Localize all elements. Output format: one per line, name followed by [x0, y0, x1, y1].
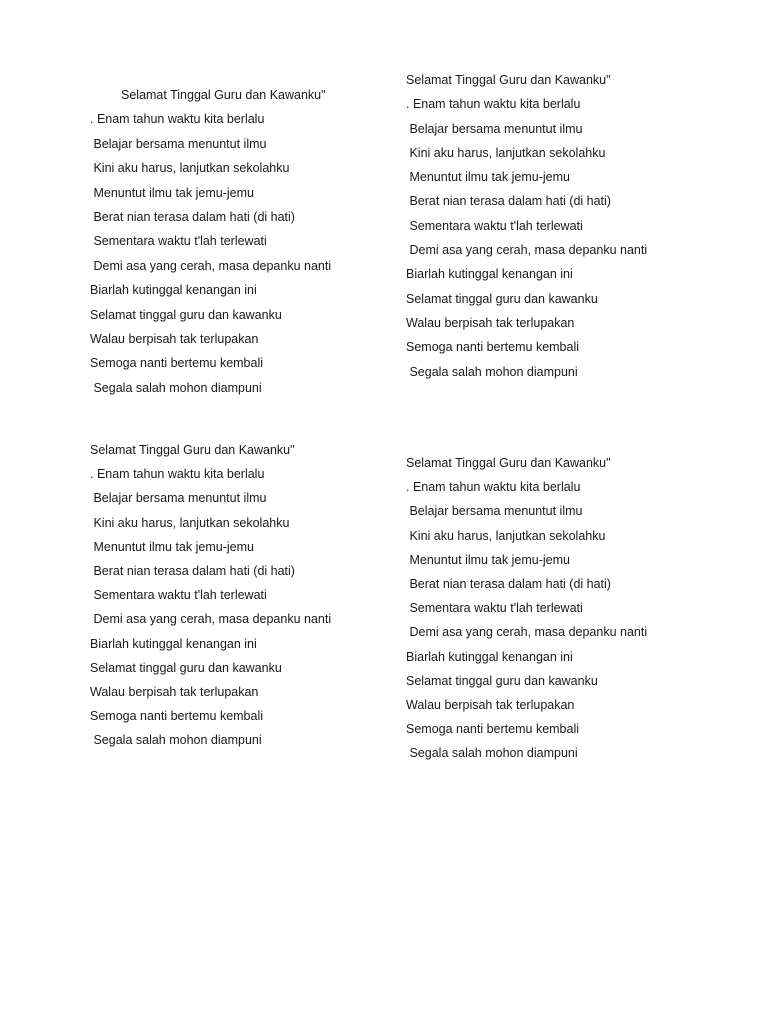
poem-line: Sementara waktu t'lah terlewati	[406, 218, 583, 233]
poem-line: Walau berpisah tak terlupakan	[406, 315, 575, 330]
poem-line: Selamat tinggal guru dan kawanku	[406, 673, 598, 688]
poem-line: Berat nian terasa dalam hati (di hati)	[90, 209, 295, 224]
poem-line: Semoga nanti bertemu kembali	[90, 356, 264, 371]
poem-line: Belajar bersama menuntut ilmu	[90, 491, 267, 506]
poem-line: Belajar bersama menuntut ilmu	[406, 121, 583, 136]
poem-line: Sementara waktu t'lah terlewati	[406, 601, 583, 616]
poem-line: Menuntut ilmu tak jemu-jemu	[406, 170, 570, 185]
poem-line: Biarlah kutinggal kenangan ini	[406, 649, 573, 664]
poem-line: Demi asa yang cerah, masa depanku nanti	[90, 612, 332, 627]
poem-line: Sementara waktu t'lah terlewati	[90, 588, 267, 603]
poem-line: Segala salah mohon diampuni	[90, 380, 262, 395]
poem-line: Biarlah kutinggal kenangan ini	[90, 283, 257, 298]
poem-block-bottom-left	[90, 442, 420, 756]
poem-block-bottom-right	[406, 455, 736, 769]
poem-line: Semoga nanti bertemu kembali	[90, 709, 264, 724]
poem-line: Walau berpisah tak terlupakan	[406, 697, 575, 712]
poem-line: Biarlah kutinggal kenangan ini	[90, 636, 257, 651]
poem-line: Menuntut ilmu tak jemu-jemu	[406, 552, 570, 567]
poem-line: Kini aku harus, lanjutkan sekolahku	[406, 528, 606, 543]
poem-line: Sementara waktu t'lah terlewati	[90, 234, 267, 249]
poem-line: Walau berpisah tak terlupakan	[90, 331, 259, 346]
poem-line: Demi asa yang cerah, masa depanku nanti	[90, 258, 332, 273]
poem-line: Belajar bersama menuntut ilmu	[90, 136, 267, 151]
poem-title: Selamat Tinggal Guru dan Kawanku"	[406, 73, 611, 87]
poem-block-top-right	[406, 72, 736, 388]
poem-line: Menuntut ilmu tak jemu-jemu	[90, 539, 254, 554]
poem-line: Segala salah mohon diampuni	[90, 733, 262, 748]
poem-line: Demi asa yang cerah, masa depanku nanti	[406, 625, 648, 640]
poem-line: Semoga nanti bertemu kembali	[406, 340, 580, 355]
poem-title: Selamat Tinggal Guru dan Kawanku"	[121, 88, 326, 102]
poem-line: Selamat tinggal guru dan kawanku	[90, 660, 282, 675]
poem-line: Semoga nanti bertemu kembali	[406, 722, 580, 737]
poem-block-top-left	[90, 87, 420, 404]
poem-title: Selamat Tinggal Guru dan Kawanku"	[406, 456, 611, 470]
poem-line: Berat nian terasa dalam hati (di hati)	[406, 576, 611, 591]
poem-line: Kini aku harus, lanjutkan sekolahku	[406, 145, 606, 160]
poem-line: . Enam tahun waktu kita berlalu	[406, 480, 581, 495]
poem-line: Biarlah kutinggal kenangan ini	[406, 267, 573, 282]
poem-line: Berat nian terasa dalam hati (di hati)	[90, 563, 295, 578]
poem-line: Belajar bersama menuntut ilmu	[406, 504, 583, 519]
poem-title: Selamat Tinggal Guru dan Kawanku"	[90, 443, 295, 457]
poem-line: Kini aku harus, lanjutkan sekolahku	[90, 515, 290, 530]
poem-line: Walau berpisah tak terlupakan	[90, 684, 259, 699]
poem-line: Demi asa yang cerah, masa depanku nanti	[406, 243, 648, 258]
poem-line: Menuntut ilmu tak jemu-jemu	[90, 185, 254, 200]
poem-line: Selamat tinggal guru dan kawanku	[90, 307, 282, 322]
poem-line: Segala salah mohon diampuni	[406, 364, 578, 379]
poem-line: Selamat tinggal guru dan kawanku	[406, 291, 598, 306]
poem-line: . Enam tahun waktu kita berlalu	[406, 97, 581, 112]
poem-line: Segala salah mohon diampuni	[406, 746, 578, 761]
poem-line: Berat nian terasa dalam hati (di hati)	[406, 194, 611, 209]
poem-line: . Enam tahun waktu kita berlalu	[90, 467, 265, 482]
poem-line: Kini aku harus, lanjutkan sekolahku	[90, 161, 290, 176]
poem-line: . Enam tahun waktu kita berlalu	[90, 112, 265, 127]
